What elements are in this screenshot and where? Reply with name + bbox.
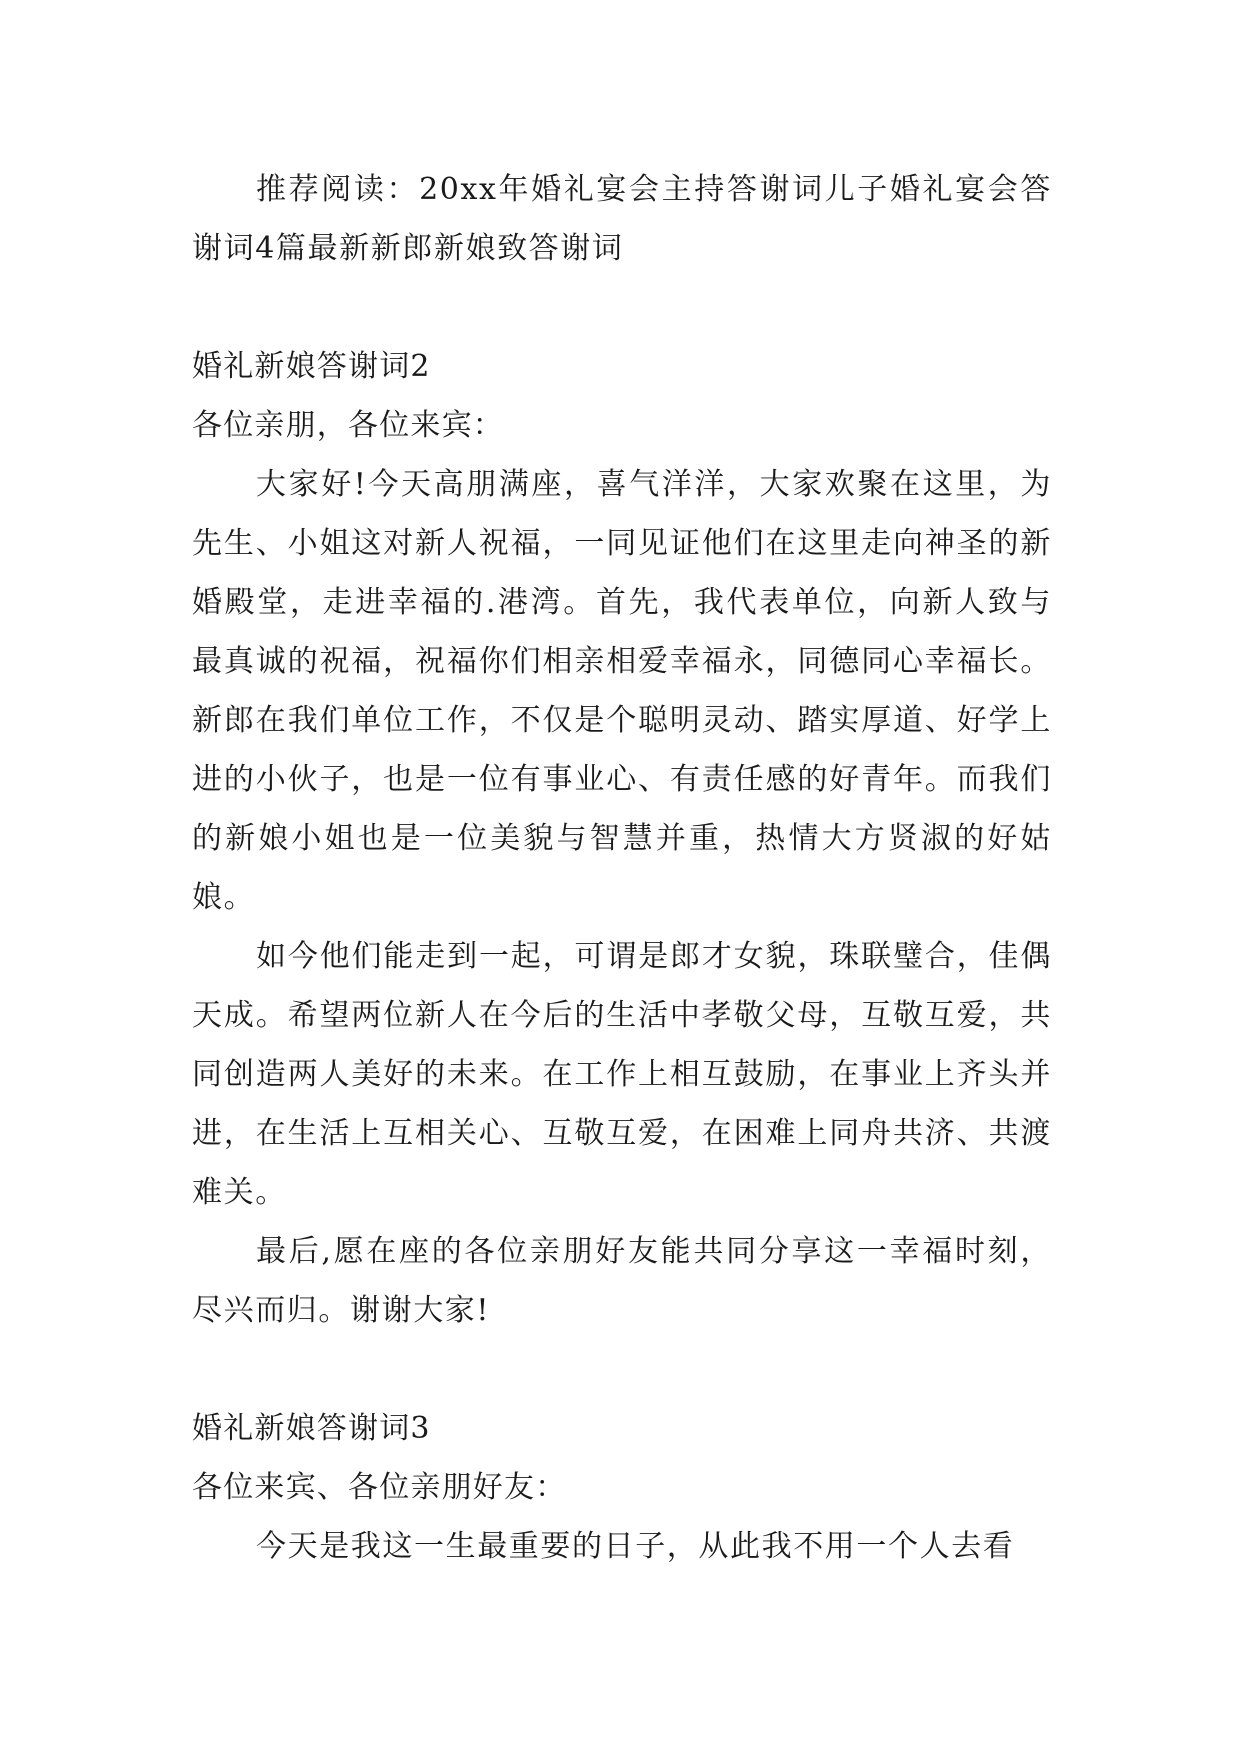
section-2-paragraph-2: 如今他们能走到一起，可谓是郎才女貌，珠联璧合，佳偶天成。希望两位新人在今后的生活中孝敬父母，互敬互爱，共同创造两人美好的未来。在工作上相互鼓励，在事业上齐头并进，在生活上互相关心、互敬互爱，在困难上同舟共济、共渡难关。 [192,939,1052,1210]
spacer [192,278,1052,337]
recommended-reading: 推荐阅读：20xx年婚礼宴会主持答谢词儿子婚礼宴会答谢词4篇最新新郎新娘致答谢词 [192,172,1052,266]
spacer [192,1340,1052,1399]
section-3-paragraph-1: 今天是我这一生最重要的日子，从此我不用一个人去看 [256,1529,1015,1564]
section-3-title: 婚礼新娘答谢词3 [192,1411,431,1446]
section-2-title: 婚礼新娘答谢词2 [192,349,431,384]
section-2-paragraph-3: 最后,愿在座的各位亲朋好友能共同分享这一幸福时刻，尽兴而归。谢谢大家! [192,1234,1052,1328]
document-body [192,160,1052,1576]
section-3-greeting: 各位来宾、各位亲朋好友： [192,1470,567,1505]
section-2-paragraph-1: 大家好!今天高朋满座，喜气洋洋，大家欢聚在这里，为先生、小姐这对新人祝福，一同见证他们在这里走向神圣的新婚殿堂，走进幸福的.港湾。首先，我代表单位，向新人致与最真诚的祝福，祝福你们相亲相爱幸福永，同德同心幸福长。新郎在我们单位工作，不仅是个聪明灵动、踏实厚道、好学上进的小伙子，也是一位有事业心、有责任感的好青年。而我们的新娘小姐也是一位美貌与智慧并重，热情大方贤淑的好姑娘。 [192,467,1052,915]
section-2-greeting: 各位亲朋，各位来宾： [192,408,504,443]
